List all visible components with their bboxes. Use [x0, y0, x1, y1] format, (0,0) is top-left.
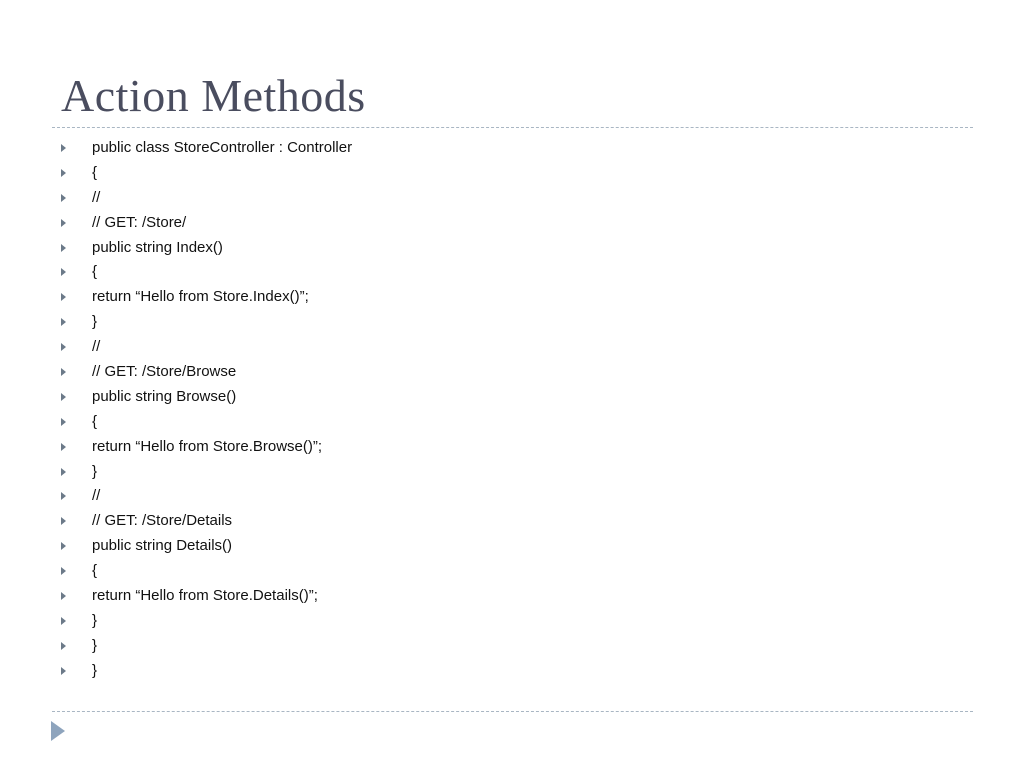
- code-line: public string Details(): [92, 537, 233, 555]
- title-divider: [52, 127, 973, 128]
- code-line: {: [92, 263, 98, 281]
- bullet-item: [0, 584, 900, 609]
- code-line: return “Hello from Store.Browse()”;: [92, 437, 323, 455]
- bullet-arrow-icon: [61, 517, 66, 525]
- code-line: // GET: /Store/Browse: [92, 363, 237, 381]
- code-line: }: [92, 313, 98, 331]
- bullet-arrow-icon: [61, 617, 66, 625]
- bullet-arrow-icon: [61, 567, 66, 575]
- bullet-arrow-icon: [61, 219, 66, 227]
- bullet-item: [0, 260, 900, 285]
- play-arrow-icon[interactable]: [51, 721, 65, 741]
- bullet-item: [0, 410, 900, 435]
- bullet-arrow-icon: [61, 393, 66, 401]
- bullet-arrow-icon: [61, 492, 66, 500]
- bullet-item: [0, 509, 900, 534]
- bullet-item: [0, 385, 900, 410]
- bullet-list: [0, 136, 900, 684]
- bullet-item: [0, 659, 900, 684]
- footer-divider: [52, 711, 973, 712]
- bullet-item: [0, 460, 900, 485]
- code-line: //: [92, 188, 101, 206]
- code-line: {: [92, 412, 98, 430]
- bullet-item: [0, 335, 900, 360]
- bullet-arrow-icon: [61, 268, 66, 276]
- bullet-arrow-icon: [61, 667, 66, 675]
- bullet-item: [0, 186, 900, 211]
- bullet-arrow-icon: [61, 343, 66, 351]
- bullet-arrow-icon: [61, 318, 66, 326]
- bullet-arrow-icon: [61, 468, 66, 476]
- code-line: //: [92, 338, 101, 356]
- code-line: return “Hello from Store.Index()”;: [92, 288, 309, 306]
- bullet-arrow-icon: [61, 443, 66, 451]
- bullet-arrow-icon: [61, 542, 66, 550]
- bullet-item: [0, 310, 900, 335]
- bullet-item: [0, 285, 900, 310]
- bullet-item: [0, 634, 900, 659]
- bullet-arrow-icon: [61, 144, 66, 152]
- code-line: // GET: /Store/: [92, 213, 187, 231]
- code-line: }: [92, 661, 98, 679]
- slide-title: Action Methods: [61, 70, 366, 121]
- code-line: }: [92, 636, 98, 654]
- bullet-item: [0, 609, 900, 634]
- code-line: public string Browse(): [92, 387, 237, 405]
- bullet-arrow-icon: [61, 418, 66, 426]
- code-line: public class StoreController : Controller: [92, 139, 353, 156]
- bullet-item: [0, 136, 900, 161]
- bullet-item: [0, 211, 900, 236]
- bullet-item: [0, 236, 900, 261]
- code-line: }: [92, 611, 98, 629]
- bullet-item: [0, 161, 900, 186]
- code-line: // GET: /Store/Details: [92, 512, 233, 530]
- code-line: public string Index(): [92, 238, 223, 256]
- bullet-item: [0, 559, 900, 584]
- code-line: //: [92, 487, 101, 505]
- bullet-item: [0, 360, 900, 385]
- code-line: }: [92, 462, 98, 480]
- bullet-item: [0, 435, 900, 460]
- code-line: {: [92, 163, 98, 181]
- bullet-item: [0, 534, 900, 559]
- bullet-arrow-icon: [61, 592, 66, 600]
- bullet-arrow-icon: [61, 244, 66, 252]
- code-line: {: [92, 562, 98, 580]
- bullet-arrow-icon: [61, 169, 66, 177]
- bullet-arrow-icon: [61, 642, 66, 650]
- bullet-item: [0, 484, 900, 509]
- bullet-arrow-icon: [61, 293, 66, 301]
- bullet-arrow-icon: [61, 194, 66, 202]
- bullet-arrow-icon: [61, 368, 66, 376]
- code-line: return “Hello from Store.Details()”;: [92, 587, 318, 605]
